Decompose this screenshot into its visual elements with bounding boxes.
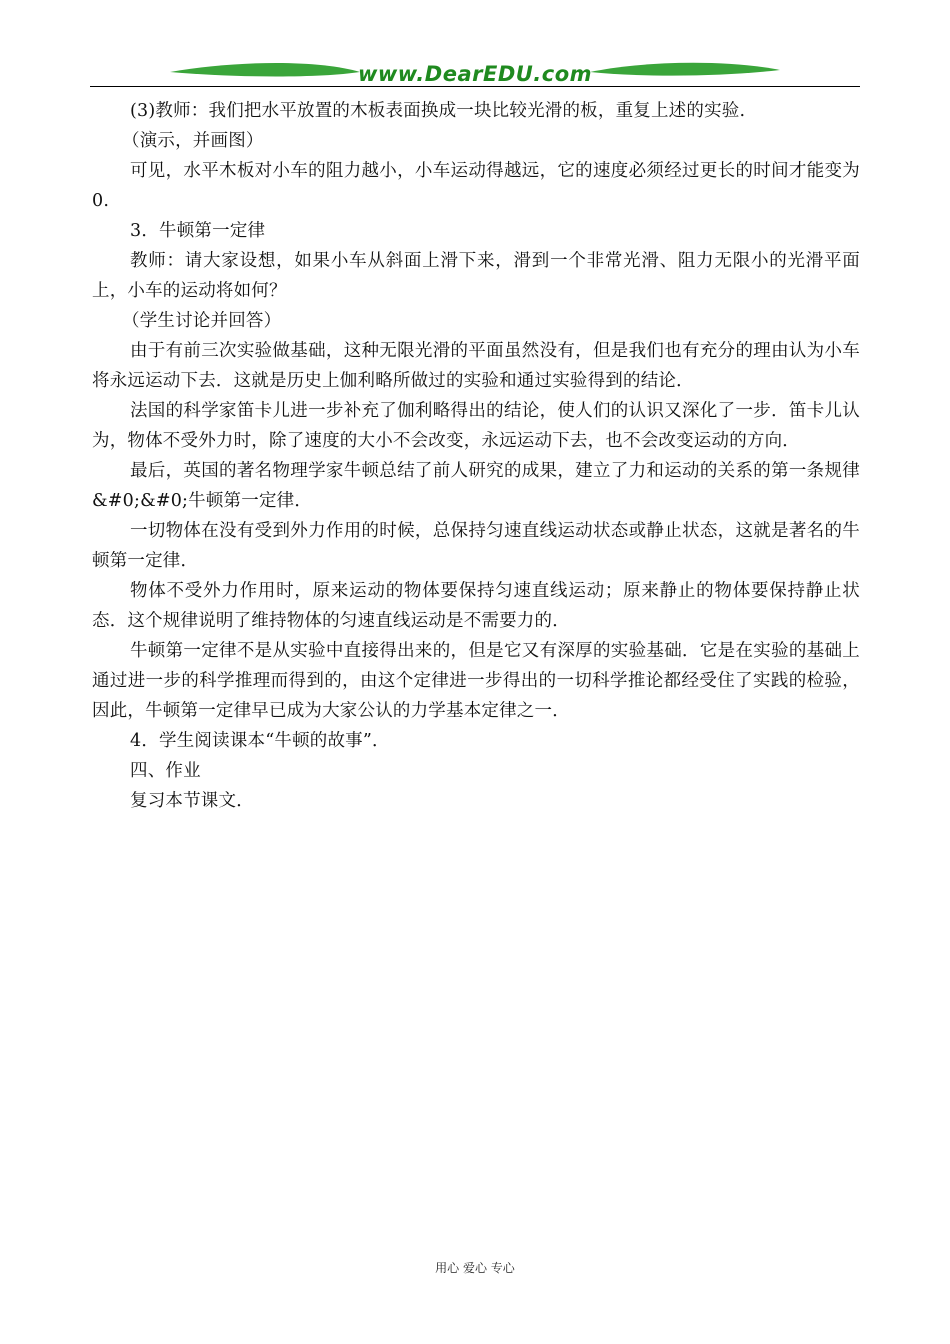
paragraph: 最后，英国的著名物理学家牛顿总结了前人研究的成果，建立了力和运动的关系的第一条规律&#0;&#0;牛顿第一定律． [92, 461, 860, 511]
header-divider [90, 86, 860, 87]
section-heading: 3．牛顿第一定律 [130, 221, 266, 241]
paragraph: （演示，并画图） [122, 131, 264, 151]
paragraph: 复习本节课文． [130, 791, 254, 811]
paragraph: 可见，水平木板对小车的阻力越小，小车运动得越远，它的速度必须经过更长的时间才能变为0. [92, 161, 860, 211]
paragraph: 牛顿第一定律不是从实验中直接得出来的，但是它又有深厚的实验基础．它是在实验的基础上通过进一步的科学推理而得到的，由这个定律进一步得出的一切科学推论都经受住了实践的检验，因此，牛顿第一定律早已成为大家公认的力学基本定律之一． [92, 641, 860, 721]
paragraph: 教师：请大家设想，如果小车从斜面上滑下来，滑到一个非常光滑、阻力无限小的光滑平面上，小车的运动将如何？ [92, 251, 860, 301]
paragraph: 物体不受外力作用时，原来运动的物体要保持匀速直线运动；原来静止的物体要保持静止状态．这个规律说明了维持物体的匀速直线运动是不需要力的． [92, 581, 860, 631]
document-body [92, 96, 860, 816]
paragraph: 4．学生阅读课本“牛顿的故事”． [130, 731, 390, 751]
paragraph: 一切物体在没有受到外力作用的时候，总保持匀速直线运动状态或静止状态，这就是著名的牛顿第一定律． [92, 521, 860, 571]
site-url: www.DearEDU.com [357, 62, 593, 86]
page-footer: 用心 爱心 专心 [435, 1261, 515, 1275]
section-heading: 四、作业 [130, 761, 201, 781]
paragraph: 由于有前三次实验做基础，这种无限光滑的平面虽然没有，但是我们也有充分的理由认为小车将永远运动下去．这就是历史上伽利略所做过的实验和通过实验得到的结论． [92, 341, 860, 391]
paragraph: (3)教师：我们把水平放置的木板表面换成一块比较光滑的板，重复上述的实验. [130, 101, 746, 121]
paragraph: 法国的科学家笛卡儿进一步补充了伽利略得出的结论，使人们的认识又深化了一步．笛卡儿认为，物体不受外力时，除了速度的大小不会改变，永远运动下去，也不会改变运动的方向． [92, 401, 860, 451]
paragraph: （学生讨论并回答） [122, 311, 282, 331]
